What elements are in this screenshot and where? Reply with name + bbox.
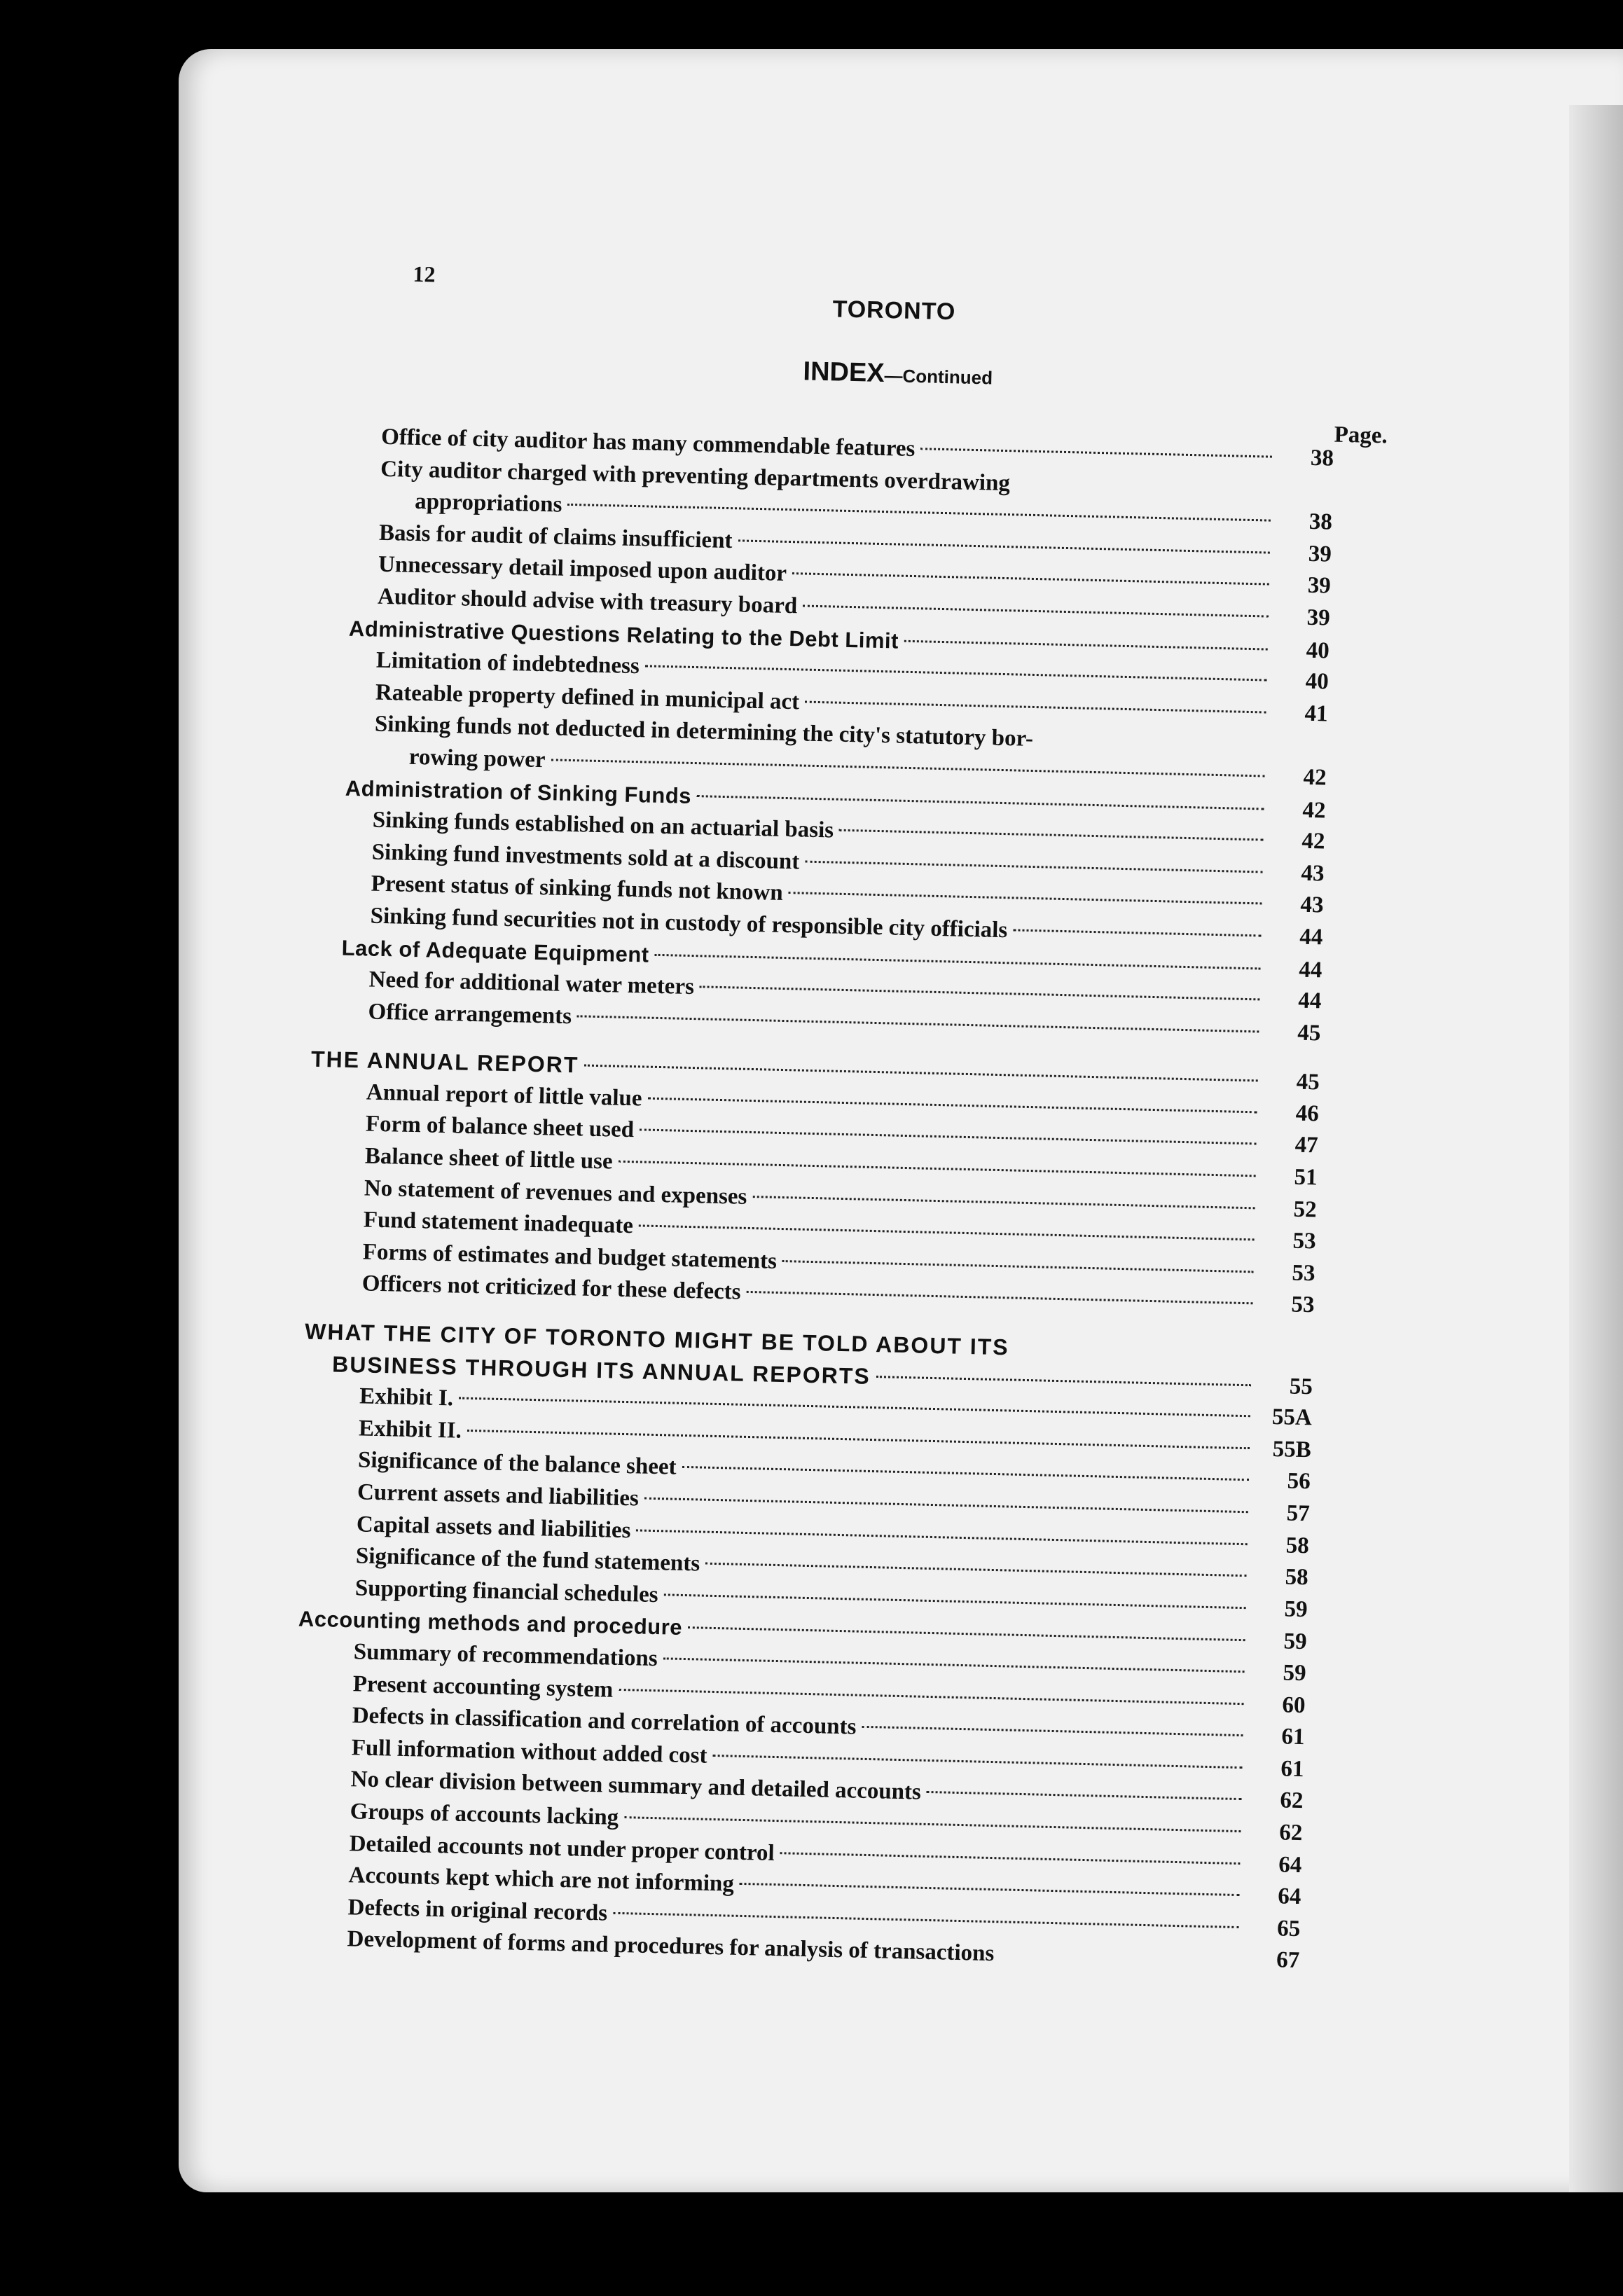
entry-label: Fund statement inadequate — [363, 1207, 634, 1239]
entry-label: WHAT THE CITY OF TORONTO MIGHT BE TOLD ABOUT ITS — [304, 1318, 1010, 1360]
entry-page-number: 58 — [1285, 1533, 1310, 1558]
entry-label: Groups of accounts lacking — [350, 1799, 619, 1830]
index-title — [803, 357, 993, 391]
entry-page-number: 53 — [1291, 1292, 1315, 1318]
dot-leader — [619, 1161, 1256, 1177]
dot-leader — [904, 639, 1268, 650]
dot-leader — [655, 953, 1261, 969]
entry-label: Sinking funds established on an actuarial basis — [372, 807, 834, 843]
dot-leader — [700, 986, 1260, 1000]
dot-leader — [577, 1015, 1259, 1032]
dot-leader — [647, 1097, 1257, 1113]
dot-leader — [688, 1626, 1245, 1641]
entry-page-number: 46 — [1295, 1100, 1320, 1127]
entry-label: Form of balance sheet used — [365, 1111, 635, 1143]
entry-label: Present status of sinking funds not known — [371, 871, 784, 906]
entry-page-number: 44 — [1299, 924, 1323, 950]
entry-label: Balance sheet of little use — [364, 1143, 614, 1175]
dot-leader — [927, 1791, 1242, 1800]
dot-leader — [1016, 484, 1271, 490]
entry-page-number: 47 — [1294, 1133, 1319, 1159]
entry-label: Exhibit II. — [358, 1416, 462, 1444]
dot-leader — [1015, 1349, 1252, 1355]
entry-page-number: 55 — [1289, 1374, 1313, 1399]
dot-leader — [805, 700, 1266, 713]
dot-leader — [839, 829, 1264, 841]
entry-page-number: 53 — [1292, 1260, 1315, 1287]
entry-label: Officers not criticized for these defects — [361, 1271, 742, 1306]
entry-page-number: 42 — [1302, 797, 1326, 824]
entry-label: City auditor charged with preventing departments overdrawing — [380, 456, 1011, 496]
dot-leader — [1000, 1955, 1238, 1960]
entry-page-number: 59 — [1283, 1628, 1307, 1655]
entry-page-number: 41 — [1304, 700, 1329, 727]
dot-leader — [747, 1291, 1253, 1304]
dot-leader — [876, 1376, 1251, 1386]
entry-label: Detailed accounts not under proper control — [349, 1830, 775, 1866]
entry-label: Significance of the balance sheet — [357, 1447, 677, 1481]
entry-page-number: 40 — [1305, 668, 1330, 695]
dot-leader — [613, 1912, 1238, 1928]
index-entries — [291, 420, 1334, 1977]
dot-leader — [645, 665, 1267, 682]
dot-leader — [782, 1260, 1254, 1273]
entry-page-number: 56 — [1287, 1468, 1311, 1495]
entry-label: Need for additional water meters — [368, 967, 695, 1000]
entry-label: Full information without added cost — [351, 1735, 707, 1769]
dot-leader — [697, 795, 1264, 810]
index-title-main: INDEX — [803, 357, 885, 389]
dot-leader — [789, 892, 1262, 904]
dot-leader — [713, 1755, 1243, 1769]
dot-leader — [805, 860, 1262, 873]
entry-page-number: 61 — [1280, 1756, 1304, 1782]
entry-page-number: 51 — [1294, 1164, 1318, 1191]
entry-page-number: 43 — [1300, 892, 1324, 918]
dot-leader — [619, 1688, 1243, 1704]
entry-label: rowing power — [408, 744, 546, 773]
entry-label: Accounting methods and procedure — [298, 1606, 683, 1640]
entry-label: Supporting financial schedules — [354, 1575, 659, 1607]
entry-label: Sinking funds not deducted in determining the city's statutory bor- — [374, 711, 1034, 752]
entry-label: Present accounting system — [352, 1671, 614, 1703]
entry-page-number: 59 — [1283, 1660, 1306, 1687]
entry-page-number: 38 — [1308, 509, 1333, 535]
entry-page-number: 60 — [1282, 1692, 1306, 1718]
entry-page-number: 62 — [1278, 1820, 1303, 1846]
entry-label: appropriations — [414, 489, 562, 518]
dot-leader — [584, 1065, 1257, 1082]
dot-leader — [467, 1430, 1250, 1449]
entry-label: No clear division between summary and detailed accounts — [350, 1766, 922, 1806]
entry-label: Current assets and liabilities — [357, 1479, 640, 1512]
entry-page-number: 43 — [1301, 860, 1325, 887]
entry-page-number: 52 — [1293, 1196, 1317, 1222]
facing-page-edge — [1569, 105, 1623, 2192]
dot-leader — [920, 448, 1272, 457]
entry-page-number: 57 — [1286, 1500, 1311, 1527]
entry-page-number: 44 — [1297, 988, 1322, 1014]
entry-label: Office arrangements — [368, 999, 572, 1029]
entry-label: Auditor should advise with treasury board — [377, 583, 798, 619]
entry-page-number: 38 — [1310, 445, 1334, 471]
running-head: TORONTO — [832, 296, 956, 326]
entry-page-number: 42 — [1301, 828, 1325, 855]
entry-label: Office of city auditor has many commendable features — [380, 424, 916, 462]
index-title-suffix: —Continued — [884, 365, 993, 389]
entry-page-number: 39 — [1308, 541, 1332, 567]
entry-label: Basis for audit of claims insufficient — [378, 520, 733, 553]
entry-label: Development of forms and procedures for analysis of transactions — [347, 1926, 995, 1967]
dot-leader — [567, 504, 1271, 522]
dot-leader — [738, 539, 1270, 553]
entry-page-number: 59 — [1284, 1596, 1308, 1622]
entry-page-number: 61 — [1281, 1724, 1305, 1750]
entry-page-number: 53 — [1292, 1228, 1316, 1254]
entry-page-number: 39 — [1306, 604, 1331, 631]
dot-leader — [740, 1883, 1240, 1896]
entry-label: No statement of revenues and expenses — [364, 1175, 747, 1210]
entry-label: Exhibit I. — [359, 1383, 454, 1411]
entry-label: Limitation of indebtedness — [375, 647, 640, 679]
entry-label: Summary of recommendations — [353, 1639, 658, 1672]
entry-page-number: 62 — [1280, 1787, 1304, 1814]
dot-leader — [551, 759, 1264, 777]
entry-page-number: 45 — [1296, 1069, 1320, 1095]
entry-label: Defects in original records — [347, 1894, 608, 1926]
entry-page-number: 45 — [1297, 1020, 1321, 1046]
page-number: 12 — [413, 261, 436, 287]
entry-page-number: 55A — [1271, 1404, 1313, 1431]
dot-leader — [862, 1726, 1243, 1736]
dot-leader — [639, 1225, 1255, 1241]
entry-page-number: 58 — [1285, 1564, 1309, 1591]
entry-page-number: 39 — [1307, 573, 1332, 599]
dot-leader — [1013, 929, 1261, 936]
entry-label: Unnecessary detail imposed upon auditor — [378, 552, 787, 587]
dot-leader — [663, 1657, 1245, 1673]
entry-page-number: 64 — [1278, 1851, 1302, 1878]
entry-page-number: 64 — [1277, 1883, 1301, 1910]
entry-page-number — [1277, 496, 1333, 497]
dot-leader — [664, 1593, 1246, 1609]
dot-leader — [792, 572, 1269, 585]
dot-leader — [705, 1563, 1247, 1577]
dot-leader — [682, 1466, 1249, 1481]
entry-page-number: 40 — [1306, 637, 1330, 664]
dot-leader — [752, 1196, 1255, 1209]
entry-page-number — [1257, 1360, 1313, 1362]
entry-label: Capital assets and liabilities — [356, 1511, 631, 1543]
page-column-header: Page. — [1334, 422, 1388, 449]
entry-label: Administration of Sinking Funds — [345, 775, 692, 808]
entry-page-number: 44 — [1298, 957, 1322, 983]
dot-leader — [624, 1816, 1241, 1832]
entry-page-number: 42 — [1303, 764, 1327, 791]
dot-leader — [459, 1397, 1250, 1418]
entry-page-number — [1271, 752, 1327, 753]
entry-label: Lack of Adequate Equipment — [341, 935, 650, 967]
entry-page-number: 65 — [1276, 1916, 1301, 1942]
dot-leader — [1039, 740, 1266, 745]
entry-label: Sinking fund investments sold at a discount — [371, 839, 800, 875]
entry-label: Sinking fund securities not in custody of responsible city officials — [370, 903, 1008, 943]
entry-page-number: 55B — [1272, 1436, 1312, 1463]
entry-label: BUSINESS THROUGH ITS ANNUAL REPORTS — [331, 1351, 871, 1389]
entry-label: Annual report of little value — [366, 1079, 642, 1112]
entry-label: Significance of the fund statements — [355, 1543, 700, 1577]
dot-leader — [640, 1129, 1257, 1145]
dot-leader — [636, 1529, 1247, 1545]
entry-label: Accounts kept which are not informing — [348, 1862, 735, 1897]
dot-leader — [803, 604, 1269, 617]
entry-label: Forms of estimates and budget statements — [362, 1239, 778, 1274]
entry-label: THE ANNUAL REPORT — [310, 1046, 579, 1078]
dot-leader — [780, 1852, 1241, 1865]
entry-page-number: 67 — [1276, 1947, 1300, 1974]
entry-label: Rateable property defined in municipal act — [375, 679, 800, 715]
dot-leader — [644, 1498, 1248, 1514]
entry-label: Defects in classification and correlation of accounts — [352, 1703, 857, 1740]
entry-label: Administrative Questions Relating to the Debt Limit — [348, 616, 899, 653]
